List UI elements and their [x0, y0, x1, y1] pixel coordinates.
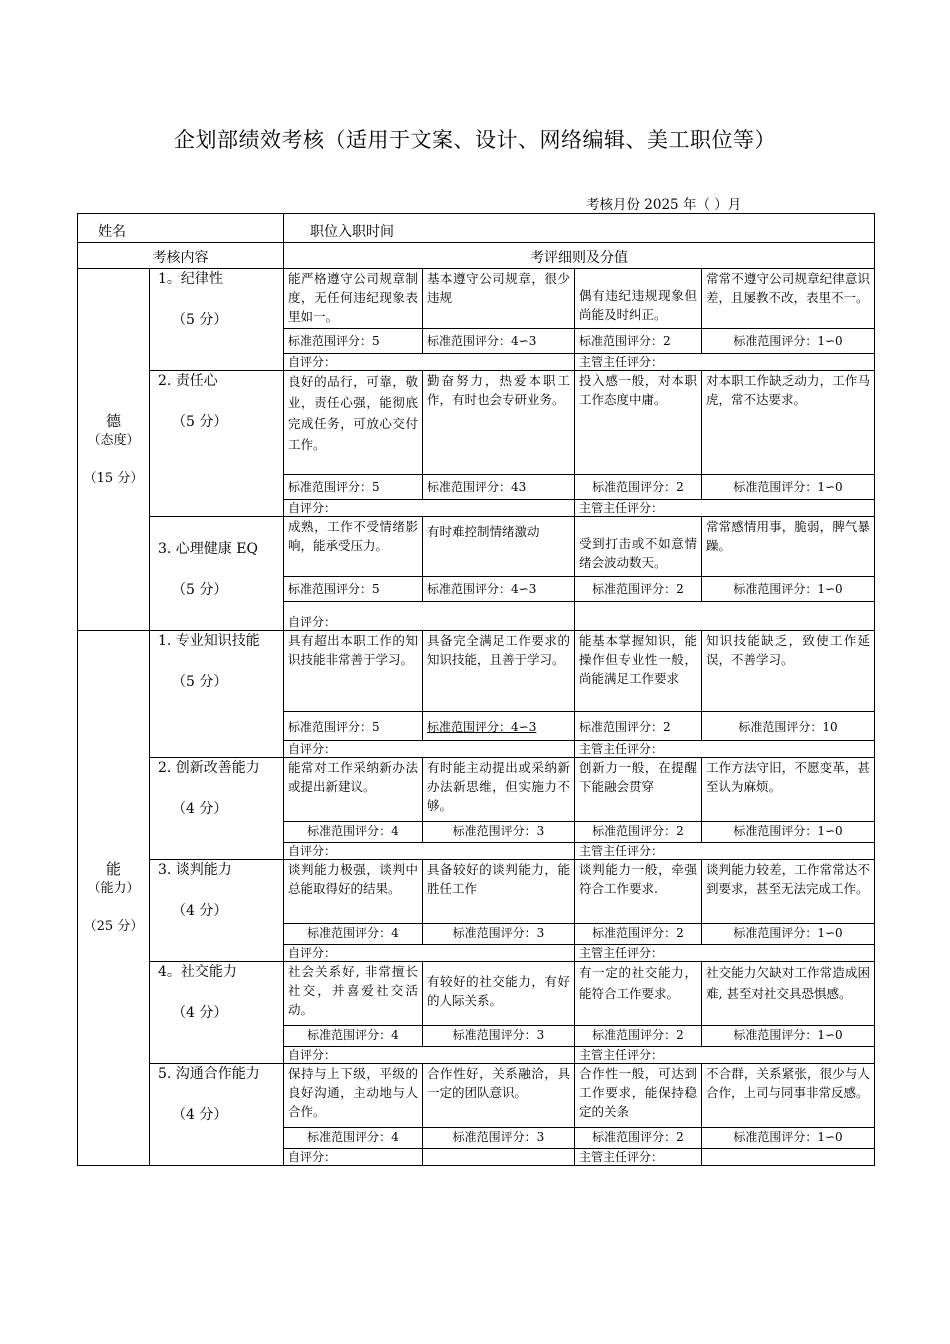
- category-points: （25 分）: [83, 919, 144, 934]
- category-name: 德: [105, 411, 121, 430]
- level-poor: 对本职工作缺乏动力，工作马虎，常不达要求。: [702, 371, 875, 475]
- level-fair: 投入感一般，对本职工作态度中庸。: [575, 371, 702, 475]
- assessment-content-header: 考核内容: [78, 243, 284, 269]
- score-range: 标准范围评分：4: [284, 822, 423, 843]
- item-professional-knowledge: 1. 专业知识技能 （5 分）: [150, 631, 284, 758]
- score-range: 标准范围评分：3: [423, 822, 575, 843]
- score-range: 标准范围评分：5: [284, 329, 423, 354]
- level-good: 具备完全满足工作要求的知识技能，且善于学习。: [423, 631, 575, 712]
- score-range: 标准范围评分：43: [423, 475, 575, 500]
- item-emotional-health: 3. 心理健康 EQ （5 分）: [150, 517, 284, 631]
- score-range: 标准范围评分：2: [575, 475, 702, 500]
- score-range: 标准范围评分：2: [575, 924, 702, 945]
- score-range: 标准范围评分：2: [575, 1026, 702, 1047]
- score-range: 标准范围评分：1∽0: [702, 475, 875, 500]
- score-range: 标准范围评分：1∽0: [702, 1026, 875, 1047]
- level-excellent: 成熟，工作不受情绪影响，能承受压力。: [284, 517, 423, 577]
- self-score-field[interactable]: 自评分：: [284, 741, 575, 758]
- score-range: 标准范围评分：1∽0: [702, 822, 875, 843]
- supervisor-score-field[interactable]: 主管主任评分：: [575, 500, 875, 517]
- category-ability: [78, 631, 150, 1166]
- self-score-field[interactable]: 自评分：: [284, 500, 575, 517]
- supervisor-score-field[interactable]: 主管主任评分：: [575, 843, 875, 860]
- level-fair: 合作性一般，可达到工作要求，能保持稳定的关条: [575, 1064, 702, 1128]
- score-range: 标准范围评分：2: [575, 1128, 702, 1149]
- category-name: 能: [105, 860, 121, 878]
- score-range: 标准范围评分：4∽3: [423, 712, 575, 741]
- entry-time-label: 职位入职时间: [284, 214, 875, 243]
- score-range: 标准范围评分：2: [575, 577, 702, 602]
- item-responsibility: 2. 责任心 （5 分）: [150, 371, 284, 517]
- self-score-field[interactable]: 自评分：: [284, 602, 575, 631]
- level-fair: 受到打击或不如意情绪会波动数天。: [575, 517, 702, 577]
- score-range: 标准范围评分：4: [284, 924, 423, 945]
- category-sub: （态度）: [87, 432, 140, 448]
- score-range: 标准范围评分：4: [284, 1026, 423, 1047]
- level-good: 基本遵守公司规章，很少违规: [423, 269, 575, 329]
- level-fair: 谈判能力一般，牵强符合工作要求.: [575, 860, 702, 924]
- item-negotiation: 3. 谈判能力 （4 分）: [150, 860, 284, 962]
- supervisor-score-field[interactable]: 主管主任评分：: [575, 1047, 875, 1064]
- supervisor-score-field[interactable]: 主管主任评分：: [575, 741, 875, 758]
- score-range: 标准范围评分：4∽3: [423, 577, 575, 602]
- level-excellent: 能严格遵守公司规章制度，无任何违纪现象表里如一。: [284, 269, 423, 329]
- score-range: 标准范围评分：2: [575, 712, 702, 741]
- level-excellent: 良好的品行，可靠，敬业，责任心强，能彻底完成任务，可放心交付工作。: [284, 371, 423, 475]
- supervisor-score-field[interactable]: 主管主任评分：: [575, 354, 875, 371]
- level-fair: 能基本掌握知识，能操作但专业性一般，尚能满足工作要求: [575, 631, 702, 712]
- level-good: 有时难控制情绪激动: [423, 517, 575, 577]
- score-range: 标准范围评分：4: [284, 1128, 423, 1149]
- score-range: 标准范围评分：3: [423, 1128, 575, 1149]
- level-fair: 有一定的社交能力，能符合工作要求。: [575, 962, 702, 1026]
- level-poor: 社交能力欠缺对工作常造成困难, 甚至对社交具恐惧感。: [702, 962, 875, 1026]
- level-good: 有较好的社交能力，有好的人际关系。: [423, 962, 575, 1026]
- category-attitude: [78, 269, 150, 631]
- level-excellent: 具有超出本职工作的知识技能非常善于学习。: [284, 631, 423, 712]
- category-sub: （能力）: [87, 881, 140, 896]
- detail-scores-header: 考评细则及分值: [284, 243, 875, 269]
- item-discipline: 1。纪律性 （5 分）: [150, 269, 284, 371]
- self-score-field[interactable]: 自评分：: [284, 354, 575, 371]
- level-poor: 知识技能缺乏，致使工作延误，不善学习。: [702, 631, 875, 712]
- self-score-field[interactable]: 自评分：: [284, 1047, 575, 1064]
- self-score-field[interactable]: 自评分：: [284, 843, 575, 860]
- level-good: 有时能主动提出或采纳新办法新思维，但实施力不够。: [423, 758, 575, 822]
- level-fair: 偶有违纪违规现象但尚能及时纠正。: [575, 269, 702, 329]
- self-score-value[interactable]: [423, 1149, 575, 1166]
- score-range: 标准范围评分：5: [284, 712, 423, 741]
- supervisor-score-field[interactable]: 主管主任评分：: [575, 1149, 702, 1166]
- score-range: 标准范围评分：2: [575, 822, 702, 843]
- score-range: 标准范围评分：5: [284, 475, 423, 500]
- item-innovation: 2. 创新改善能力 （4 分）: [150, 758, 284, 860]
- level-good: 勤奋努力，热爱本职工作，有时也会专研业务。: [423, 371, 575, 475]
- self-score-field[interactable]: 自评分：: [284, 945, 575, 962]
- score-range: 标准范围评分：3: [423, 1026, 575, 1047]
- assessment-table: [77, 213, 875, 1166]
- level-good: 具备较好的谈判能力，能胜任工作: [423, 860, 575, 924]
- page-title: 企划部绩效考核（适用于文案、设计、网络编辑、美工职位等）: [174, 128, 776, 152]
- score-range: 标准范围评分：1∽0: [702, 924, 875, 945]
- item-social: 4。社交能力 （4 分）: [150, 962, 284, 1064]
- score-range: 标准范围评分：5: [284, 577, 423, 602]
- assessment-month: 考核月份 2025 年（ ）月: [586, 197, 742, 213]
- level-poor: 不合群，关系紧张，很少与人合作，上司与同事非常反感。: [702, 1064, 875, 1128]
- level-poor: 常常不遵守公司规章纪律意识差，且屡教不改，表里不一。: [702, 269, 875, 329]
- level-excellent: 社会关系好, 非常擅长社交，并喜爱社交活动。: [284, 962, 423, 1026]
- score-range: 标准范围评分：3: [423, 924, 575, 945]
- score-range: 标准范围评分：1∽0: [702, 329, 875, 354]
- self-score-field[interactable]: 自评分：: [284, 1149, 423, 1166]
- level-good: 合作性好，关系融洽，具一定的团队意识。: [423, 1064, 575, 1128]
- level-fair: 创新力一般，在提醒下能融会贯穿: [575, 758, 702, 822]
- score-range: 标准范围评分：10: [702, 712, 875, 741]
- level-excellent: 保持与上下级，平级的良好沟通，主动地与人合作。: [284, 1064, 423, 1128]
- item-communication: 5. 沟通合作能力 （4 分）: [150, 1064, 284, 1166]
- level-poor: 常常感情用事，脆弱，脾气暴躁。: [702, 517, 875, 577]
- level-poor: 工作方法守旧，不愿变革，甚至认为麻烦。: [702, 758, 875, 822]
- score-range: 标准范围评分：4∽3: [423, 329, 575, 354]
- score-range: 标准范围评分：1∽0: [702, 1128, 875, 1149]
- score-range: 标准范围评分：2: [575, 329, 702, 354]
- name-label: 姓名: [78, 214, 284, 243]
- supervisor-score-field[interactable]: [575, 602, 875, 631]
- supervisor-score-value[interactable]: [702, 1149, 875, 1166]
- level-excellent: 能常对工作采纳新办法或提出新建议。: [284, 758, 423, 822]
- category-points: （15 分）: [83, 470, 144, 486]
- score-range: 标准范围评分：1∽0: [702, 577, 875, 602]
- level-poor: 谈判能力较差，工作常常达不到要求，甚至无法完成工作。: [702, 860, 875, 924]
- level-excellent: 谈判能力极强，谈判中总能取得好的结果。: [284, 860, 423, 924]
- supervisor-score-field[interactable]: 主管主任评分：: [575, 945, 875, 962]
